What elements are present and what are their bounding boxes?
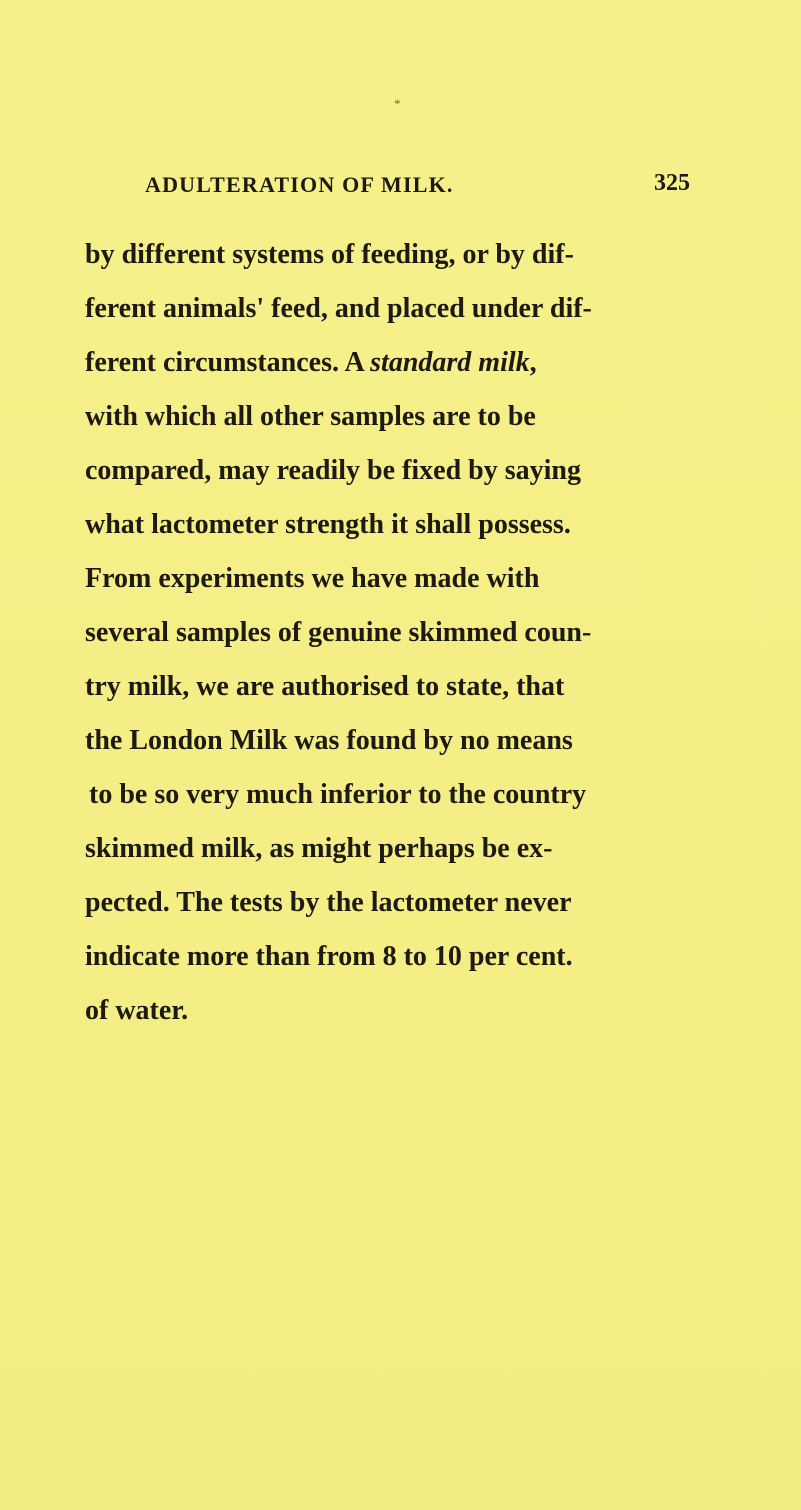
line-text: pected. The tests by the lactometer never (85, 887, 572, 918)
text-line (85, 336, 697, 390)
text-line (85, 390, 697, 444)
line-text: From experiments we have made with (85, 563, 540, 594)
line-text: try milk, we are authorised to state, that (85, 671, 565, 702)
line-text: what lactometer strength it shall possess. (85, 509, 571, 540)
line-text: with which all other samples are to be (85, 401, 536, 432)
text-line (85, 876, 697, 930)
line-text: skimmed milk, as might perhaps be ex- (85, 833, 553, 864)
line-text: indicate more than from 8 to 10 per cent. (85, 941, 573, 972)
text-line (85, 606, 697, 660)
page-header (145, 172, 690, 204)
text-line (85, 930, 697, 984)
line-text (85, 336, 537, 390)
line-text: compared, may readily be fixed by saying (85, 455, 581, 486)
text-line (85, 282, 697, 336)
running-title: ADULTERATION OF MILK. (145, 172, 454, 197)
line-text: the London Milk was found by no means (85, 725, 573, 756)
line-text: of water. (85, 995, 189, 1026)
text-line (85, 228, 697, 282)
text-line (85, 444, 697, 498)
page-number: 325 (654, 170, 690, 196)
printer-mark: * (394, 96, 401, 111)
text-line (85, 984, 697, 1038)
text-line (85, 714, 697, 768)
text-line (85, 498, 697, 552)
line-text: ferent animals' feed, and placed under dif- (85, 293, 592, 324)
text-line (85, 660, 697, 714)
line-text: by different systems of feeding, or by dif- (85, 239, 574, 270)
text-line (85, 822, 697, 876)
line-text: to be so very much inferior to the country (89, 779, 587, 810)
text-line (85, 768, 697, 822)
line-text: several samples of genuine skimmed coun- (85, 617, 592, 648)
italic-term: standard milk (370, 347, 530, 378)
line-text-segment: ferent circumstances. A (85, 347, 371, 378)
body-paragraph (85, 228, 697, 1038)
text-line (85, 552, 697, 606)
line-text-segment: , (529, 347, 537, 378)
